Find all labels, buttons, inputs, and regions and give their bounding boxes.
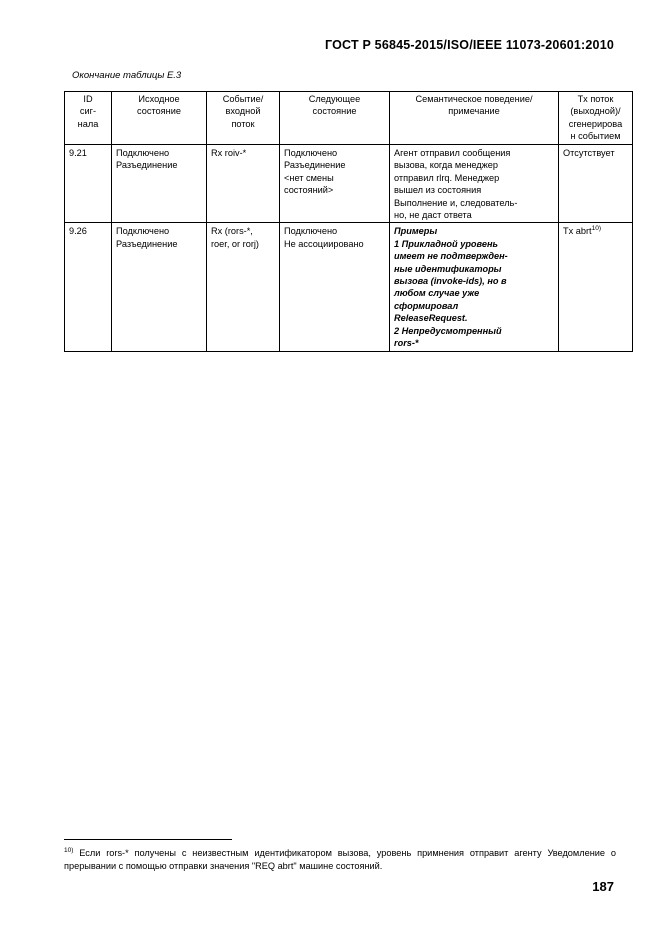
transition-table xyxy=(64,91,633,352)
footnote-marker: 10) xyxy=(64,847,74,854)
page-number: 187 xyxy=(592,879,614,894)
cell-event: Rx roiv-* xyxy=(207,145,280,223)
cell-tx-flow: Отсутствует xyxy=(559,145,633,223)
header-cell-tx-flow: Tx поток (выходной)/ сгенерирова н событием xyxy=(559,92,633,145)
cell-id: 9.21 xyxy=(65,145,112,223)
header-cell-next-state: Следующее состояние xyxy=(280,92,390,145)
table-caption: Окончание таблицы Е.3 xyxy=(72,70,182,81)
footnote-separator xyxy=(64,839,232,840)
cell-semantics: Агент отправил сообщения вызова, когда менеджер отправил rlrq. Менеджер вышел из состояния Выполнение и, следователь- но, не даст ответа xyxy=(390,145,559,223)
cell-id: 9.26 xyxy=(65,223,112,351)
table-row xyxy=(65,223,633,351)
header-cell-semantics: Семантическое поведение/ примечание xyxy=(390,92,559,145)
footnote xyxy=(64,847,616,873)
cell-event: Rx (rors-*, roer, or rorj) xyxy=(207,223,280,351)
cell-semantics: Примеры 1 Прикладной уровень имеет не подтвержден- ные идентификаторы вызова (invoke-ids), но в любом случае уже сформировал ReleaseRequest. 2 Непредусмотренный rors-* xyxy=(390,223,559,351)
cell-tx-flow: Tx abrt$^{10)}$ xyxy=(559,223,633,351)
cell-next-state: Подключено Не ассоциировано xyxy=(280,223,390,351)
document-header: ГОСТ Р 56845-2015/ISO/IEEE 11073-20601:2010 xyxy=(324,38,614,52)
cell-initial-state: Подключено Разъединение xyxy=(112,223,207,351)
table-header-row xyxy=(65,92,633,145)
cell-initial-state: Подключено Разъединение xyxy=(112,145,207,223)
table-row xyxy=(65,145,633,223)
header-cell-id: ID сиг- нала xyxy=(65,92,112,145)
cell-next-state: Подключено Разъединение <нет смены состояний> xyxy=(280,145,390,223)
header-cell-event: Событие/ входной поток xyxy=(207,92,280,145)
header-cell-initial-state: Исходное состояние xyxy=(112,92,207,145)
footnote-reference: 10) xyxy=(591,225,601,233)
footnote-text: Если rors-* получены с неизвестным идентификатором вызова, уровень примнения отправит агенту Уведомление о прерывании с помощью отправки значения "REQ abrt" машине состояний. xyxy=(64,848,616,871)
